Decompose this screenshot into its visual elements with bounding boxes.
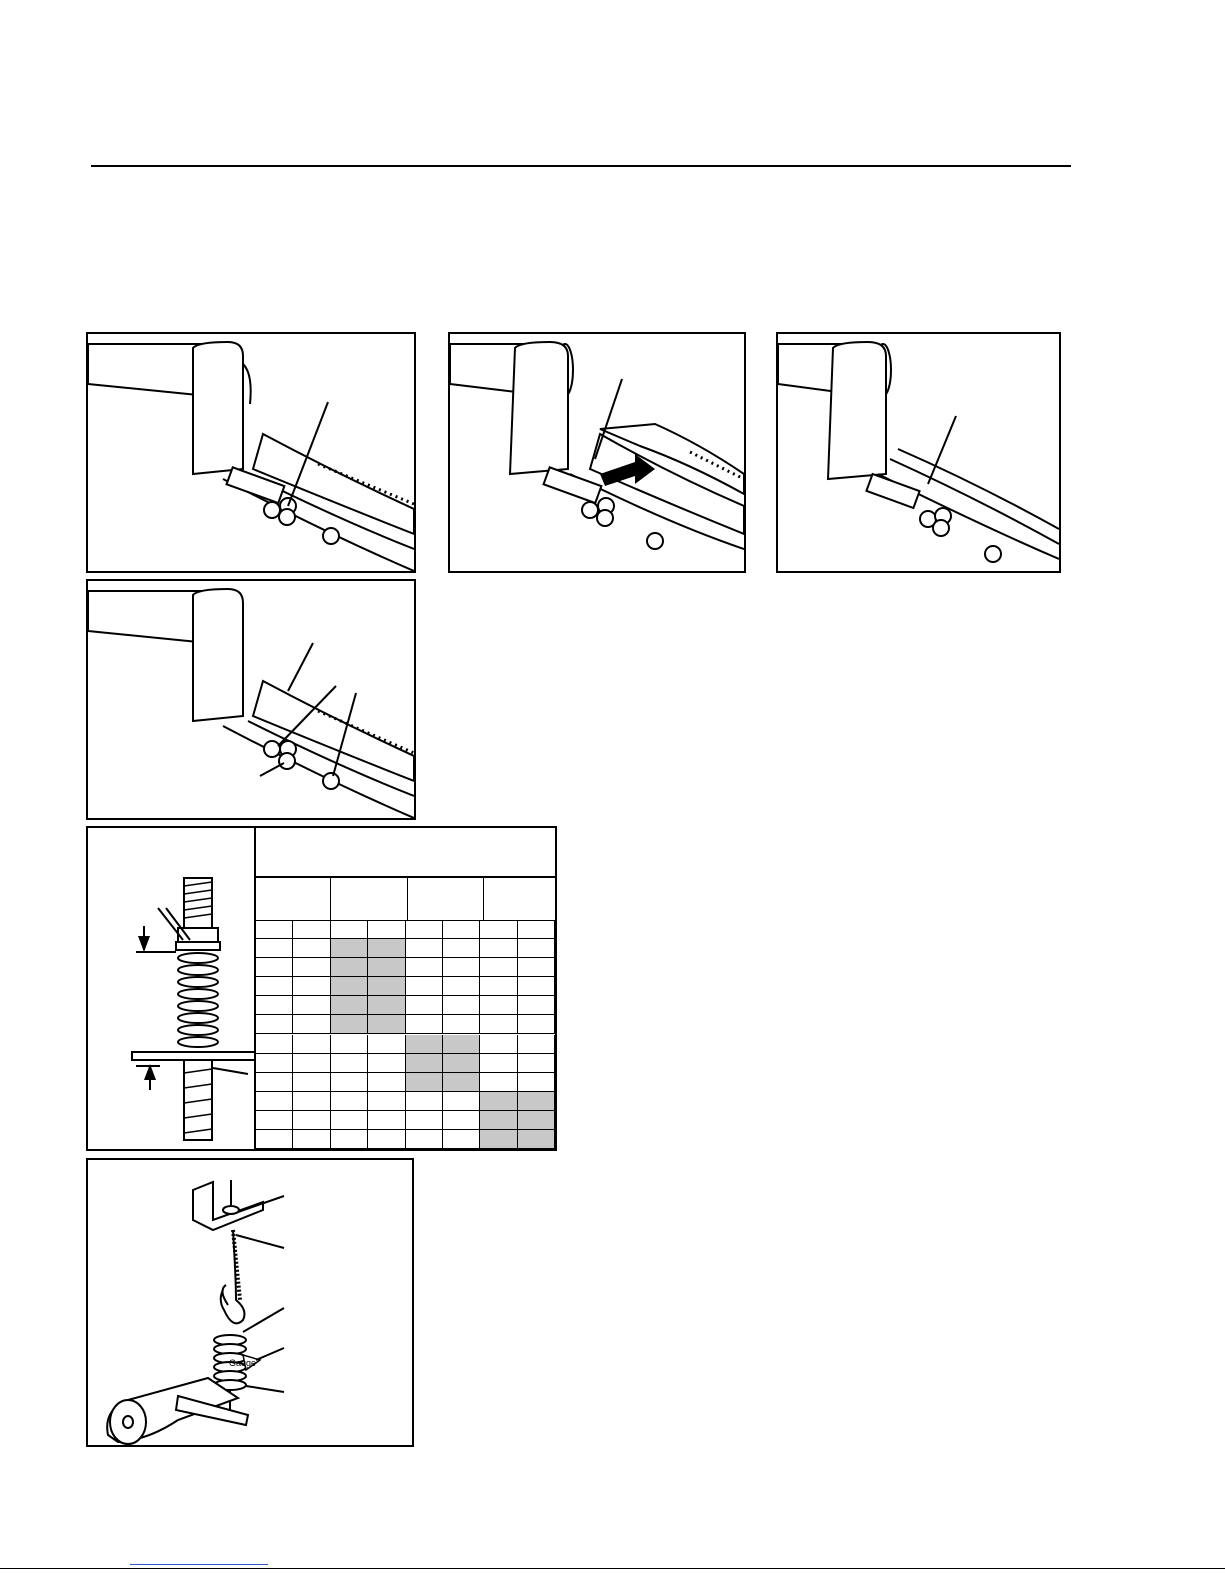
table-cell [443, 939, 480, 958]
table-cell [293, 1015, 330, 1034]
table-cell [443, 1111, 480, 1130]
spring-bolt-illustration [88, 828, 256, 1149]
table-cell [406, 939, 443, 958]
table-cell [256, 977, 293, 996]
table-cell [331, 1073, 368, 1092]
table-cell [406, 1130, 443, 1149]
page-footer-rule [0, 1568, 1225, 1569]
table-cell [293, 939, 330, 958]
table-cell [480, 958, 517, 977]
table-cell [443, 1015, 480, 1034]
table-cell [443, 1130, 480, 1149]
table-cell [331, 1054, 368, 1073]
table-cell [293, 920, 330, 939]
table-cell [331, 1130, 368, 1149]
table-cell [331, 977, 368, 996]
table-cell [406, 977, 443, 996]
gauge-label: Gauge [229, 1358, 257, 1368]
table-cell [443, 1073, 480, 1092]
table-cell [368, 996, 405, 1015]
table-cell [480, 1015, 517, 1034]
table-cell [331, 996, 368, 1015]
table-cell [480, 1092, 517, 1111]
table-cell [406, 1035, 443, 1054]
table-cell [256, 996, 293, 1015]
table-cell [256, 1073, 293, 1092]
table-cell [406, 920, 443, 939]
table-cell [443, 977, 480, 996]
table-cell [443, 958, 480, 977]
table-cell [331, 1092, 368, 1111]
table-cell [256, 958, 293, 977]
table-cell [331, 1111, 368, 1130]
table-cell [443, 1054, 480, 1073]
table-cell [406, 1073, 443, 1092]
table-cell [443, 1035, 480, 1054]
table-cell [406, 1054, 443, 1073]
table-cell [480, 1130, 517, 1149]
figure-deck-callouts [86, 579, 416, 820]
table-subheader-area [256, 876, 555, 921]
table-cell [518, 1073, 555, 1092]
figure-deck-insert-arrow [448, 332, 746, 573]
table-cell [368, 1035, 405, 1054]
table-cell [368, 920, 405, 939]
table-cell [368, 1073, 405, 1092]
table-cell [406, 1111, 443, 1130]
table-cell [443, 996, 480, 1015]
table-cell [293, 1035, 330, 1054]
table-cell [480, 977, 517, 996]
figure-deck-installed [776, 332, 1061, 573]
spring-spec-grid [256, 920, 555, 1149]
table-cell [331, 1015, 368, 1034]
spring-gauge-illustration [88, 1160, 412, 1445]
table-cell [331, 958, 368, 977]
table-cell [368, 977, 405, 996]
table-cell [368, 1111, 405, 1130]
table-cell [518, 1015, 555, 1034]
table-header-area [256, 828, 555, 878]
table-cell [256, 939, 293, 958]
table-cell [518, 977, 555, 996]
table-cell [518, 1054, 555, 1073]
figure-spring-adjustment-table [86, 826, 557, 1151]
table-cell [256, 1130, 293, 1149]
table-cell [443, 1092, 480, 1111]
header-rule [91, 165, 1071, 167]
table-cell [443, 920, 480, 939]
table-cell [256, 920, 293, 939]
table-cell [368, 1015, 405, 1034]
deck-illustration [88, 334, 414, 571]
table-cell [256, 1111, 293, 1130]
table-cell [518, 1092, 555, 1111]
spring-spec-table-container [254, 828, 555, 1149]
table-cell [368, 1130, 405, 1149]
table-cell [518, 1035, 555, 1054]
table-cell [293, 1130, 330, 1149]
table-cell [480, 939, 517, 958]
table-cell [480, 1111, 517, 1130]
table-cell [368, 1092, 405, 1111]
table-cell [480, 996, 517, 1015]
table-cell [480, 920, 517, 939]
table-cell [256, 1035, 293, 1054]
table-cell [518, 939, 555, 958]
table-cell [256, 1054, 293, 1073]
deck-illustration [450, 334, 744, 571]
table-cell [256, 1015, 293, 1034]
table-cell [406, 1092, 443, 1111]
table-cell [518, 1130, 555, 1149]
table-cell [256, 1092, 293, 1111]
table-cell [480, 1073, 517, 1092]
table-cell [518, 1111, 555, 1130]
table-cell [293, 958, 330, 977]
deck-illustration [88, 581, 414, 818]
table-cell [293, 977, 330, 996]
table-cell [368, 958, 405, 977]
table-cell [518, 996, 555, 1015]
table-cell [293, 1054, 330, 1073]
table-cell [406, 1015, 443, 1034]
deck-illustration [778, 334, 1059, 571]
table-cell [368, 939, 405, 958]
figure-spring-gauge [86, 1158, 414, 1447]
table-cell [293, 1073, 330, 1092]
table-cell [406, 958, 443, 977]
table-cell [368, 1054, 405, 1073]
table-cell [293, 996, 330, 1015]
figure-mower-deck-bolts [86, 332, 416, 573]
table-cell [331, 920, 368, 939]
table-cell [331, 939, 368, 958]
table-cell [406, 996, 443, 1015]
table-cell [480, 1054, 517, 1073]
table-cell [518, 958, 555, 977]
table-cell [331, 1035, 368, 1054]
footer-link-underline[interactable] [130, 1564, 268, 1565]
table-cell [293, 1111, 330, 1130]
table-cell [480, 1035, 517, 1054]
table-cell [293, 1092, 330, 1111]
table-cell [518, 920, 555, 939]
